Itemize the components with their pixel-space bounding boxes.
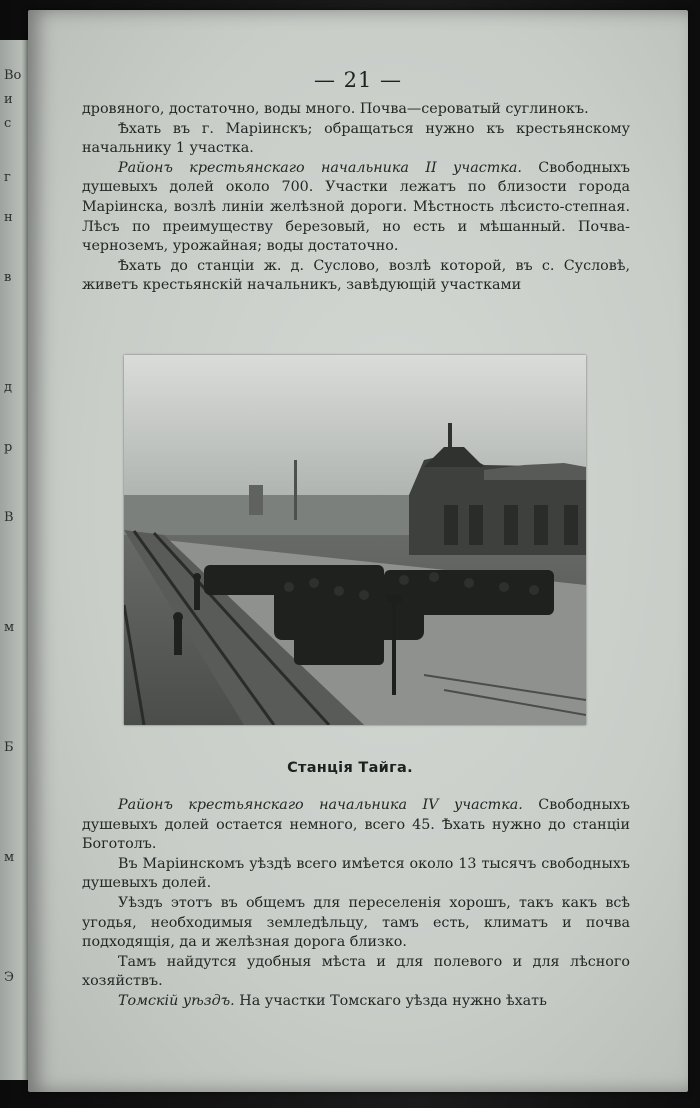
paragraph [82,159,630,257]
paragraph [82,100,630,120]
left-page-fragment: н [4,210,13,225]
left-page-fragment: г [4,170,11,185]
paragraph-italic: Районъ крестьянскаго начальника II участка. [118,159,522,176]
paragraph-text: Ѣхать до станціи ж. д. Суслово, возлѣ которой, въ с. Сусловѣ, живетъ крестьянскій начальникъ, завѣдующій участками [82,257,630,294]
left-page-fragment: Б [4,740,14,755]
paragraph-text: Въ Маріинскомъ уѣздѣ всего имѣется около 13 тысячъ свободныхъ душевыхъ долей. [82,855,630,892]
paragraph [82,257,630,296]
left-page-fragment: в [4,270,12,285]
left-page-fragment: В [4,510,14,525]
paragraph [82,796,630,855]
station-photo-illustration [124,355,586,725]
paragraph-text: Уѣздъ этотъ въ общемъ для переселенія хорошъ, такъ какъ всѣ угодья, необходимыя земледѣльцу, тамъ есть, климатъ и почва подходящія, да и желѣзная дорога близко. [82,894,630,951]
paragraph [82,855,630,894]
paragraph [82,953,630,992]
paragraph-text: Свободныхъ душевыхъ долей остается немного, всего 45. Ѣхать нужно до станціи Боготолъ. [82,797,630,853]
left-page-fragment: с [4,116,12,131]
left-page-fragment: Э [4,970,14,985]
paragraph-text: дровяного, достаточно, воды много. Почва—сероватый суглинокъ. [82,101,589,117]
left-page-fragment: м [4,620,15,635]
bottom-text-block [82,796,630,1012]
left-page-fragment: и [4,92,13,107]
photo-caption: Станція Тайга. [287,760,413,776]
left-page-fragment: р [4,440,13,455]
paragraph [82,992,630,1012]
left-page-fragment: д [4,380,13,395]
top-text-block [82,100,630,296]
page-number: — 21 — [313,68,403,92]
paragraph-italic: Томскій уѣздъ. [118,992,235,1009]
paragraph-text: Ѣхать въ г. Маріинскъ; обращаться нужно къ крестьянскому начальнику 1 участка. [82,120,630,157]
left-page-edge [0,40,30,1080]
station-photo [124,355,586,725]
paragraph-text: На участки Томскаго уѣзда нужно ѣхать [234,992,547,1009]
paragraph-text: Тамъ найдутся удобныя мѣста и для полевого и для лѣсного хозяйствъ. [82,953,630,990]
paragraph [82,894,630,953]
left-page-fragment: м [4,850,15,865]
paragraph [82,120,630,159]
paragraph-italic: Районъ крестьянскаго начальника IV участка. [118,797,523,813]
left-page-fragment: Во [4,68,22,83]
paragraph-text: Свободныхъ душевыхъ долей около 700. Участки лежатъ по близости города Маріинска, возлѣ линіи желѣзной дороги. Мѣстность лѣсисто-степная. Лѣсъ по преимуществу березовый, но есть и мѣшанный. Почва-черноземъ, урожайная; воды достаточно. [82,159,630,255]
